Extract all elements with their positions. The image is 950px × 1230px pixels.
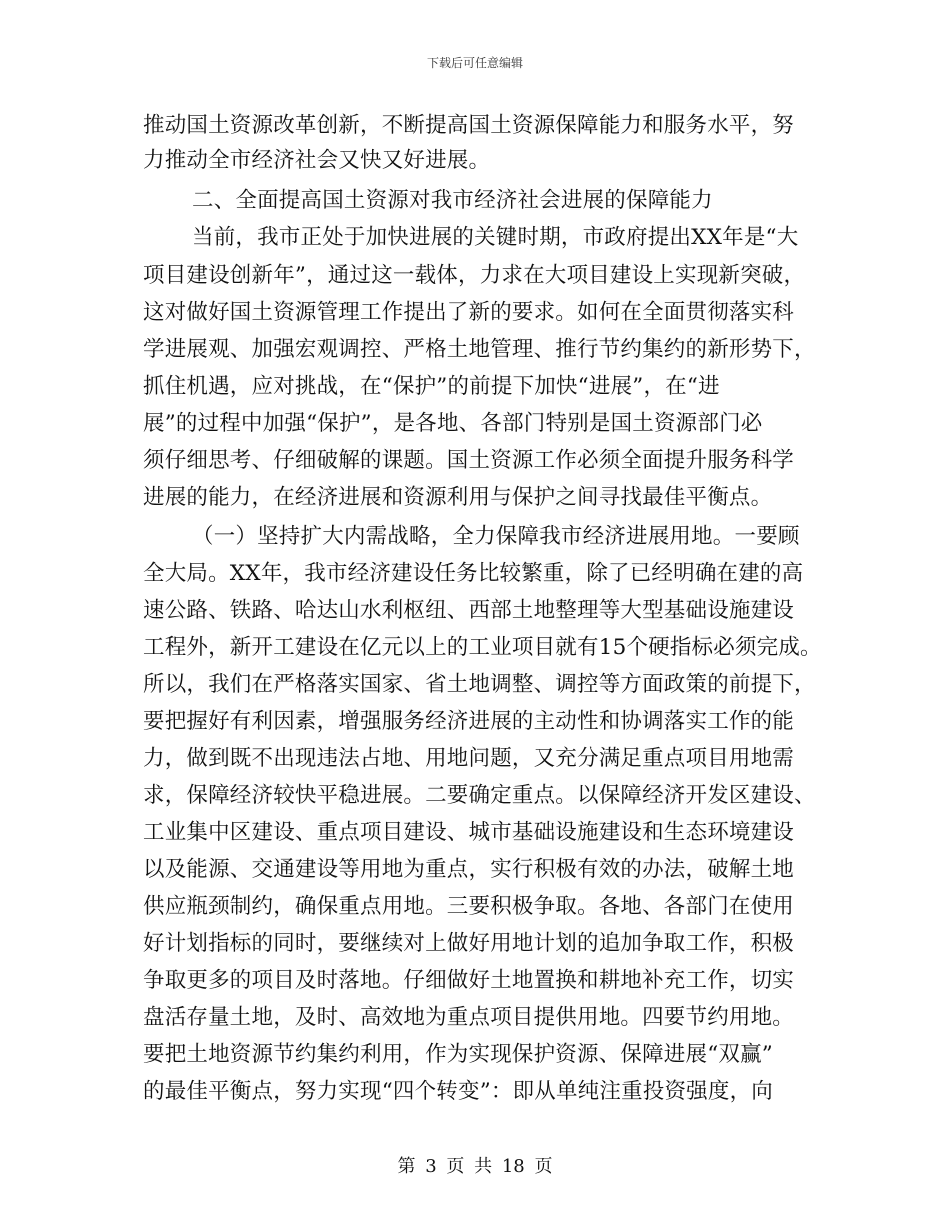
text-line: 要把土地资源节约集约利用，作为实现保护资源、保障进展“双赢” bbox=[143, 1042, 773, 1067]
text-line: 求，保障经济较快平稳进展。二要确定重点。以保障经济开发区建设、 bbox=[143, 783, 816, 808]
text-line: 所以，我们在严格落实国家、省土地调整、调控等方面政策的前提下， bbox=[143, 672, 816, 697]
text-line: 项目建设创新年”，通过这一载体，力求在大项目建设上实现新突破， bbox=[143, 263, 806, 288]
text-line: 要把握好有利因素，增强服务经济进展的主动性和协调落实工作的能 bbox=[143, 709, 795, 734]
text-line: 工业集中区建设、重点项目建设、城市基础设施建设和生态环境建设 bbox=[143, 820, 795, 845]
text-line: 须仔细思考、仔细破解的课题。国土资源工作必须全面提升服务科学 bbox=[143, 448, 795, 473]
text-line: 盘活存量土地，及时、高效地为重点项目提供用地。四要节约用地。 bbox=[143, 1005, 795, 1030]
text-line: 工程外，新开工建设在亿元以上的工业项目就有15个硬指标必须完成。 bbox=[143, 635, 822, 660]
page-number: 第 3 页 共 18 页 bbox=[397, 1156, 553, 1177]
page-header-note: 下载后可任意编辑 bbox=[426, 56, 523, 70]
text-line: 力，做到既不出现违法占地、用地问题，又充分满足重点项目用地需 bbox=[143, 746, 795, 771]
text-line: 力推动全市经济社会又快又好进展。 bbox=[143, 148, 491, 173]
text-line: 争取更多的项目及时落地。仔细做好土地置换和耕地补充工作，切实 bbox=[143, 968, 795, 993]
text-line: 好计划指标的同时，要继续对上做好用地计划的追加争取工作，积极 bbox=[143, 931, 795, 956]
subsection-line: （一）坚持扩大内需战略，全力保障我市经济进展用地。一要顾 bbox=[192, 524, 800, 549]
text-line: 抓住机遇，应对挑战，在“保护”的前提下加快“进展”，在“进 bbox=[143, 374, 720, 399]
text-line: 推动国土资源改革创新，不断提高国土资源保障能力和服务水平，努 bbox=[143, 113, 795, 138]
text-line: 的最佳平衡点，努力实现“四个转变”：即从单纯注重投资强度，向 bbox=[143, 1079, 773, 1104]
text-line: 全大局。XX年，我市经济建设任务比较繁重，除了已经明确在建的高 bbox=[143, 561, 804, 586]
text-line: 以及能源、交通建设等用地为重点，实行积极有效的办法，破解土地 bbox=[143, 857, 795, 882]
text-line: 展”的过程中加强“保护”，是各地、各部门特别是国土资源部门必 bbox=[143, 411, 763, 436]
section-heading: 二、全面提高国土资源对我市经济社会进展的保障能力 bbox=[192, 188, 713, 213]
text-line: 学进展观、加强宏观调控、严格土地管理、推行节约集约的新形势下， bbox=[143, 337, 816, 362]
text-line: 速公路、铁路、哈达山水利枢纽、西部土地整理等大型基础设施建设 bbox=[143, 598, 795, 623]
text-line: 这对做好国土资源管理工作提出了新的要求。如何在全面贯彻落实科 bbox=[143, 300, 795, 325]
text-line: 供应瓶颈制约，确保重点用地。三要积极争取。各地、各部门在使用 bbox=[143, 894, 795, 919]
text-line: 当前，我市正处于加快进展的关键时期，市政府提出XX年是“大 bbox=[192, 225, 799, 250]
text-line: 进展的能力，在经济进展和资源利用与保护之间寻找最佳平衡点。 bbox=[143, 485, 773, 510]
